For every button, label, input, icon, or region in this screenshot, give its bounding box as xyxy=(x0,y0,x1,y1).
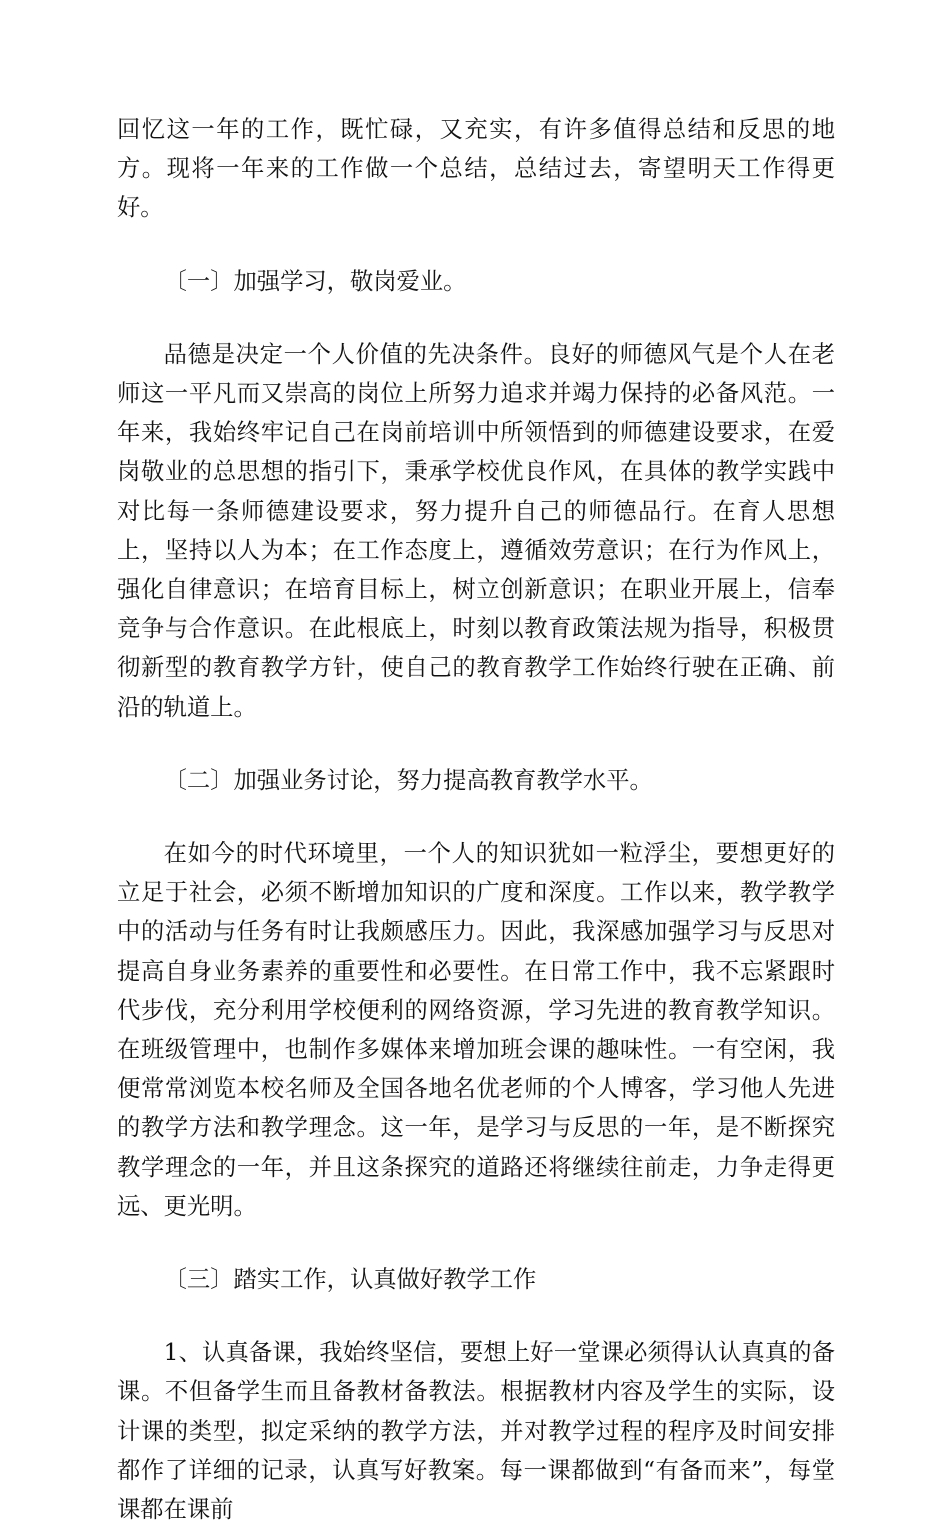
section-1-heading: 〔一〕加强学习，敬岗爱业。 xyxy=(163,267,467,295)
section-2-heading: 〔二〕加强业务讨论，努力提高教育教学水平。 xyxy=(163,766,653,794)
spacer xyxy=(117,1299,835,1333)
spacer xyxy=(117,228,835,262)
section-3-heading: 〔三〕踏实工作，认真做好教学工作 xyxy=(163,1266,537,1294)
intro-paragraph: 回忆这一年的工作，既忙碌，又充实，有许多值得总结和反思的地方。现将一年来的工作做一个总结，总结过去，寄望明天工作得更好。 xyxy=(117,116,835,222)
document-page xyxy=(117,110,835,1529)
spacer xyxy=(117,1226,835,1260)
section-2-paragraph: 在如今的时代环境里，一个人的知识犹如一粒浮尘，要想更好的立足于社会，必须不断增加知识的广度和深度。工作以来，教学教学中的活动与任务有时让我颇感压力。因此，我深感加强学习与反思对提高自身业务素养的重要性和必要性。在日常工作中，我不忘紧跟时代步伐，充分利用学校便利的网络资源，学习先进的教育教学知识。在班级管理中，也制作多媒体来增加班会课的趣味性。一有空闲，我便常常浏览本校名师及全国各地名优老师的个人博客，学习他人先进的教学方法和教学理念。这一年，是学习与反思的一年，是不断探究教学理念的一年，并且这条探究的道路还将继续往前走，力争走得更远、更光明。 xyxy=(117,840,835,1220)
spacer xyxy=(117,727,835,761)
section-3-paragraph: 1、认真备课，我始终坚信，要想上好一堂课必须得认认真真的备课。不但备学生而且备教材备教法。根据教材内容及学生的实际，设计课的类型，拟定采纳的教学方法，并对教学过程的程序及时间安排都作了详细的记录，认真写好教案。每一课都做到“有备而来”，每堂课都在课前 xyxy=(117,1339,835,1524)
section-1-paragraph: 品德是决定一个人价值的先决条件。良好的师德风气是个人在老师这一平凡而又崇高的岗位上所努力追求并竭力保持的必备风范。一年来，我始终牢记自己在岗前培训中所领悟到的师德建设要求，在爱岗敬业的总思想的指引下，秉承学校优良作风，在具体的教学实践中对比每一条师德建设要求，努力提升自己的师德品行。在育人思想上，坚持以人为本；在工作态度上，遵循效劳意识；在行为作风上，强化自律意识；在培育目标上，树立创新意识；在职业开展上，信奉竞争与合作意识。在此根底上，时刻以教育政策法规为指导，积极贯彻新型的教育教学方针，使自己的教育教学工作始终行驶在正确、前沿的轨道上。 xyxy=(117,340,835,721)
spacer xyxy=(117,800,835,834)
spacer xyxy=(117,301,835,335)
